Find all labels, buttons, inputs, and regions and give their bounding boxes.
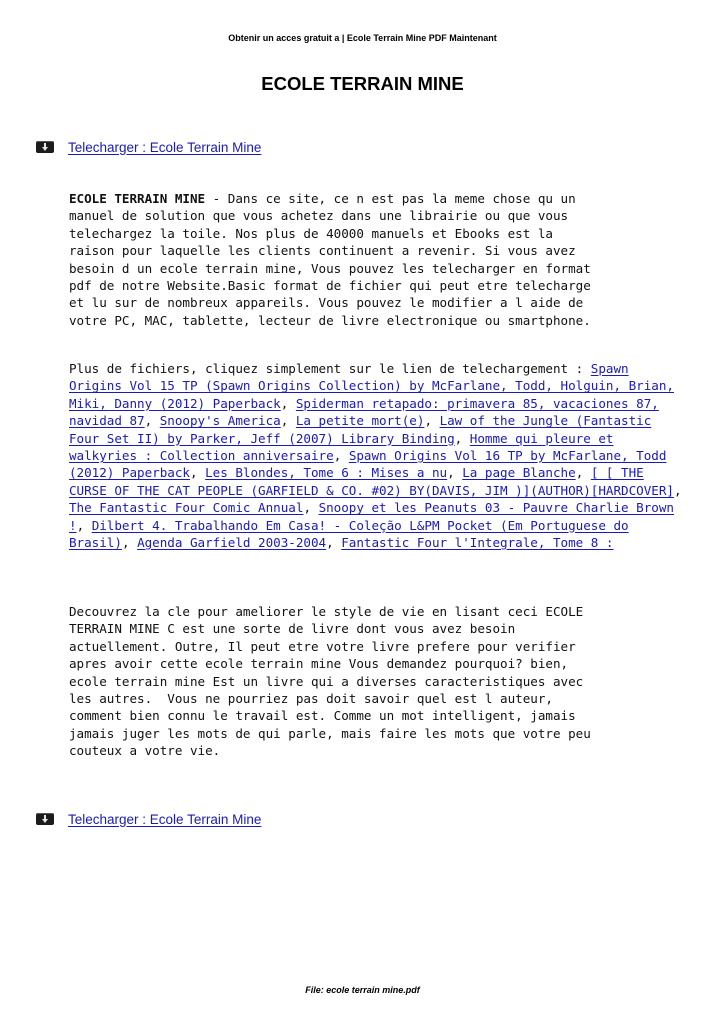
file-link[interactable]: Snoopy's America	[159, 413, 281, 429]
file-link[interactable]: La petite mort(e)	[295, 413, 425, 429]
intro-line: besoin d un ecole terrain mine, Vous pouvez les telecharger en format	[69, 260, 591, 276]
intro-line: votre PC, MAC, tablette, lecteur de livre electronique ou smartphone.	[69, 312, 591, 328]
file-link[interactable]: Fantastic Four l'Integrale, Tome 8 :	[341, 535, 614, 551]
download-row-bottom[interactable]	[36, 809, 261, 829]
page-title: ECOLE TERRAIN MINE	[261, 73, 464, 94]
intro-line: - Dans ce site, ce n est pas la meme chose qu un	[205, 191, 576, 206]
download-icon[interactable]	[36, 813, 54, 825]
intro-line: telechargez la toile. Nos plus de 40000 manuels et Ebooks est la	[69, 225, 553, 241]
file-link[interactable]: Agenda Garfield 2003-2004	[137, 535, 327, 551]
more-files-paragraph: Plus de fichiers, cliquez simplement sur le lien de telechargement : Spawn Origins Vol 15 TP (Spawn Origins Collection) by McFarlane, Todd, Holguin, Brian, Miki, Danny (2012) Paperback, Spiderman retapado: primavera 85, vacaciones 87, navidad 87, Snoopy's America, La petite mort(e), Law of the Jungle (Fantastic Four Set II) by Parker, Jeff (2007) Library Binding, Homme qui pleure et walkyries : Collection anniversaire, Spawn Origins Vol 16 TP by McFarlane, Todd (2012) Paperback, Les Blondes, Tome 6 : Mises a nu, La page Blanche, [ [ THE CURSE OF THE CAT PEOPLE (GARFIELD & CO. #02) BY(DAVIS, JIM )](AUTHOR)[HARDCOVER], The Fantastic Four Comic Annual, Snoopy et les Peanuts 03 - Pauvre Charlie Brown !, Dilbert 4. Trabalhando Em Casa! - Coleção L&PM Pocket (Em Portuguese do Brasil), Agenda Garfield 2003-2004, Fantastic Four l'Integrale, Tome 8 :	[69, 361, 682, 551]
file-link[interactable]: The Fantastic Four Comic Annual	[69, 500, 304, 516]
intro-line: et lu sur de nombreux appareils. Vous pouvez le modifier a l aide de	[69, 295, 584, 311]
intro-line: manuel de solution que vous achetez dans une librairie ou que vous	[69, 208, 569, 224]
body-line: actuellement. Outre, Il peut etre votre livre prefere pour verifier	[69, 638, 576, 654]
file-link[interactable]: [ [ THE CURSE OF THE CAT PEOPLE (GARFIELD & CO. #02) BY(DAVIS, JIM )](AUTHOR)[HARDCOVER]	[69, 465, 674, 498]
intro-paragraph	[69, 190, 689, 329]
download-row-top[interactable]	[36, 137, 261, 157]
body-line: couteux a votre vie.	[69, 743, 221, 759]
more-files-lead: Plus de fichiers, cliquez simplement sur le lien de telechargement :	[69, 361, 584, 376]
file-link[interactable]: La page Blanche	[462, 465, 576, 481]
footer-note: File: ecole terrain mine.pdf	[305, 985, 420, 995]
body-line: comment bien connu le travail est. Comme un mot intelligent, jamais	[69, 708, 576, 724]
body-paragraph	[69, 603, 689, 760]
body-line: les autres. Vous ne pourriez pas doit savoir quel est l auteur,	[69, 691, 553, 707]
file-link[interactable]: Homme qui pleure et walkyries : Collection anniversaire	[69, 430, 614, 464]
file-link[interactable]: Law of the Jungle (Fantastic Four Set II) by Parker, Jeff (2007) Library Binding	[69, 413, 652, 446]
body-line: ecole terrain mine Est un livre qui a diverses caracteristiques avec	[69, 673, 584, 689]
file-link[interactable]: Spiderman retapado: primavera 85, vacaciones 87, navidad 87	[69, 395, 659, 429]
body-line: Decouvrez la cle pour ameliorer le style de vie en lisant ceci ECOLE	[69, 604, 584, 619]
file-link[interactable]: Spawn Origins Vol 16 TP by McFarlane, Todd (2012) Paperback	[69, 448, 667, 481]
file-link[interactable]: Les Blondes, Tome 6 : Mises a nu	[205, 465, 448, 481]
download-icon[interactable]	[36, 141, 54, 153]
file-link[interactable]: Dilbert 4. Trabalhando Em Casa! - Coleção L&PM Pocket (Em Portuguese do Brasil)	[69, 517, 629, 551]
intro-lead: ECOLE TERRAIN MINE	[69, 191, 206, 206]
body-line: apres avoir cette ecole terrain mine Vous demandez pourquoi? bien,	[69, 656, 569, 672]
download-link-top[interactable]: Telecharger : Ecole Terrain Mine	[68, 139, 262, 155]
body-line: jamais juger les mots de qui parle, mais faire les mots que votre peu	[69, 725, 591, 741]
body-line: TERRAIN MINE C est une sorte de livre dont vous avez besoin	[69, 621, 516, 637]
file-link[interactable]: Snoopy et les Peanuts 03 - Pauvre Charlie Brown !	[69, 500, 674, 533]
intro-line: raison pour laquelle les clients continuent a revenir. Si vous avez	[69, 243, 576, 259]
header-note: Obtenir un acces gratuit a | Ecole Terrain Mine PDF Maintenant	[228, 33, 497, 43]
file-link[interactable]: Spawn Origins Vol 15 TP (Spawn Origins Collection) by McFarlane, Todd, Holguin, Brian, Miki, Danny (2012) Paperback	[69, 361, 674, 411]
intro-line: pdf de notre Website.Basic format de fichier qui peut etre telecharge	[69, 278, 591, 294]
download-link-bottom[interactable]: Telecharger : Ecole Terrain Mine	[68, 811, 262, 827]
